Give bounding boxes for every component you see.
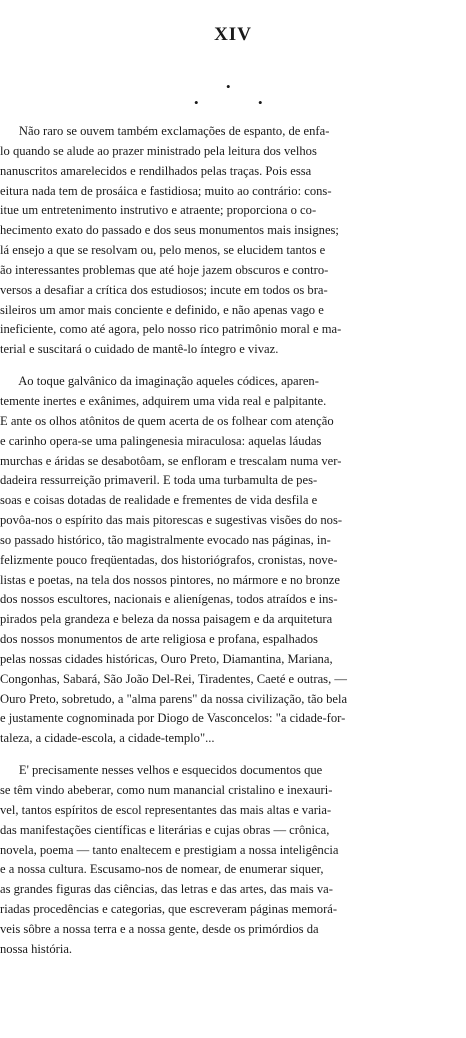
text-line: as grandes figuras das ciências, das letras e das artes, das mais va- — [0, 882, 333, 897]
text-line: eitura nada tem de prosáica e fastidiosa; muito ao contrário: cons- — [0, 183, 332, 198]
text-line: temente inertes e exânimes, adquirem uma vida real e palpitante. — [0, 393, 327, 408]
text-line: soas e coisas dotadas de realidade e frementes de vida desfila e — [0, 493, 318, 508]
page-number: XIV — [214, 24, 252, 45]
text-line: itue um entretenimento instrutivo e atraente; proporciona o co- — [0, 203, 317, 218]
text-line: Ao toque galvânico da imaginação aqueles códices, aparen- — [0, 374, 319, 389]
text-line: pirados pela grandeza e beleza da nossa paisagem e da arquitetura — [0, 612, 333, 627]
text-line: lo quando se alude ao prazer ministrado pela leitura dos velhos — [0, 143, 317, 158]
text-line: pelas nossas cidades históricas, Ouro Preto, Diamantina, Mariana, — [0, 651, 333, 666]
text-line: novela, poema — tanto enaltecem e prestigiam a nossa inteligência — [0, 842, 339, 857]
text-line: nanuscritos amarelecidos e rendilhados pelas traças. Pois essa — [0, 163, 312, 178]
text-line: e justamente cognominada por Diogo de Vasconcelos: "a cidade-for- — [0, 711, 346, 726]
text-line: sileiros um amor mais conciente e definido, e não apenas vago e — [0, 302, 324, 317]
text-line: versos a desafiar a crítica dos estudiosos; incute em todos os bra- — [0, 282, 328, 297]
text-line: Congonhas, Sabará, São João Del-Rei, Tiradentes, Caeté e outras, — — [0, 671, 347, 686]
text-line: E ante os olhos atônitos de quem acerta de os folhear com atenção — [0, 413, 334, 428]
text-line: ão interessantes problemas que até hoje jazem obscuros e contro- — [0, 262, 329, 277]
text-line: povôa-nos o espírito das mais pitorescas e sugestivas visões do nos- — [0, 513, 343, 528]
ornament-dot-top: • — [226, 79, 231, 94]
paragraph — [0, 122, 466, 360]
text-line: hecimento exato do passado e dos seus monumentos mais insignes; — [0, 223, 339, 238]
text-line: e a nossa cultura. Escusamo-nos de nomear, de enumerar siquer, — [0, 862, 324, 877]
text-line: murchas e áridas se desabotôam, se enfloram e trescalam numa ver- — [0, 453, 342, 468]
text-line: vel, tantos espíritos de escol representantes das mais altas e varia- — [0, 802, 332, 817]
text-line: E' precisamente nesses velhos e esquecidos documentos que — [0, 763, 323, 778]
text-line: Ouro Preto, sobretudo, a "alma parens" da nossa civilização, tão bela — [0, 691, 348, 706]
text-line: so passado histórico, tão magistralmente evocado nas páginas, in- — [0, 532, 331, 547]
text-line: terial e suscitará o cuidado de mantê-lo íntegro e vivaz. — [0, 342, 279, 357]
text-line: dadeira ressurreição primaveril. E toda uma turbamulta de pes- — [0, 473, 318, 488]
text-line: das manifestações científicas e literárias e cujas obras — crônica, — [0, 822, 330, 837]
text-line: nossa história. — [0, 941, 73, 956]
text-line: felizmente pouco freqüentadas, dos historiógrafos, cronistas, nove- — [0, 552, 338, 567]
ornament-dot-right: • — [258, 95, 263, 110]
text-line: veis sôbre a nossa terra e a nossa gente, desde os primórdios da — [0, 921, 319, 936]
ornament-dot-left: • — [194, 95, 199, 110]
paragraph — [0, 372, 466, 749]
text-line: listas e poetas, na tela dos nossos pintores, no mármore e no bronze — [0, 572, 340, 587]
text-line: taleza, a cidade-escola, a cidade-templo"... — [0, 731, 215, 746]
text-line: riadas procedências e categorias, que escreveram páginas memorá- — [0, 902, 338, 917]
text-line: Não raro se ouvem também exclamações de espanto, de enfa- — [0, 124, 330, 138]
text-line: dos nossos escultores, nacionais e alienígenas, todos atraídos e ins- — [0, 592, 338, 607]
text-line: ineficiente, como até agora, pelo nosso rico patrimônio moral e ma- — [0, 322, 342, 337]
text-line: se têm vindo abeberar, como num manancial cristalino e inexauri- — [0, 783, 333, 797]
text-line: dos nossos monumentos de arte religiosa e profana, espalhados — [0, 632, 318, 647]
text-line: e carinho opera-se uma palingenesia miraculosa: aquelas láudas — [0, 433, 322, 448]
text-line: lá ensejo a que se resolvam ou, pelo menos, se elucidem tantos e — [0, 243, 326, 258]
body-text — [0, 122, 466, 972]
paragraph — [0, 761, 466, 959]
